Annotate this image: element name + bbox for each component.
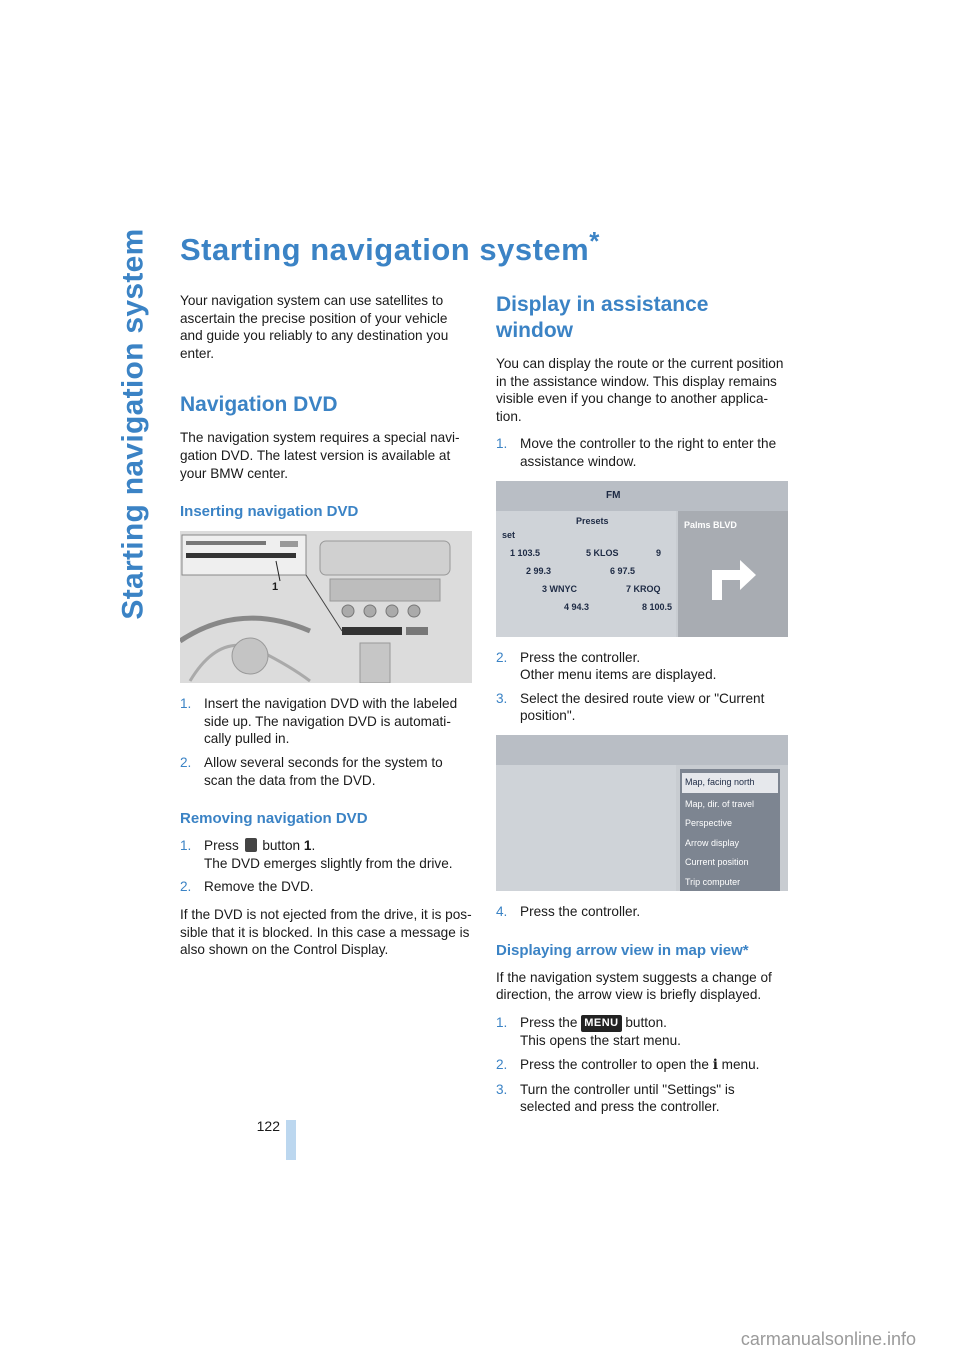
removing-note: If the DVD is not ejected from the drive, it is possible that it is blocked. In this case a message is also shown on the Control Display. [180,906,472,958]
menu-item[interactable]: Perspective [685,818,733,829]
assist-steps-a [496,435,788,470]
watermark: carmanualsonline.info [740,1329,916,1349]
step-number: 2. [180,879,192,895]
screen-tab: FM [606,489,621,501]
list-item [496,649,788,684]
step-number: 4. [496,903,508,919]
page-number: 122 [256,1118,280,1134]
screen-cell: 3 WNYC [542,583,578,594]
figure-callout: 1 [272,581,279,594]
list-item [496,1081,788,1116]
step-text: button. [625,1014,667,1030]
step-text: Select the desired route view or "Current position". [520,690,765,724]
menu-item[interactable]: Current position [685,857,749,868]
assist-steps-b [496,649,788,725]
screen-row [506,563,674,579]
nav-dvd-text: The navigation system requires a special navigation DVD. The latest version is available at your BMW center. [180,430,460,481]
menu-item[interactable]: Arrow display [685,837,740,848]
page-title-text: Starting navigation system [180,232,590,267]
screen-panel [496,511,676,637]
step-text: Allow several seconds for the system to scan the data from the DVD. [204,754,443,788]
screen-topbar [496,481,788,511]
page-title [180,226,600,268]
assistance-street-label: Palms BLVD [684,519,737,530]
step-number: 2. [496,649,508,665]
assistance-screen-figure [496,481,788,637]
inserting-heading: Inserting navigation DVD [180,503,359,521]
step-number: 1. [496,436,508,452]
step-number: 2. [496,1056,508,1072]
arrow-view-heading: Displaying arrow view in map view* [496,941,749,959]
list-item [180,695,472,748]
step-number: 3. [496,1081,508,1097]
arrow-view-steps [496,1014,788,1116]
step-text: Press the controller. [520,903,641,919]
list-item: 1. Press button 1. The DVD emerges slightly from the drive. [180,838,453,871]
assist-steps-c [496,903,788,921]
eject-button-icon [245,838,257,852]
screen-mock [496,735,788,891]
list-item [496,435,788,470]
step-text: Other menu items are displayed. [520,667,717,683]
dashboard-illustration [180,531,472,683]
intro-paragraph: Your navigation system can use satellites to ascertain the precise position of your vehicle and guide you reliably to any destination you enter. [180,293,449,361]
screen-panel [496,765,676,891]
step-number: 1. [496,1014,508,1030]
step-text: Turn the controller until "Settings" is selected and press the controller. [520,1081,735,1115]
dashboard-figure [180,531,472,683]
step-callout: 1 [303,838,312,854]
screen-cell: 8 100.5 [642,601,673,612]
screen-presets: Presets [576,515,609,526]
screen-row [506,545,674,561]
screen-cell: 5 KLOS [586,547,619,558]
screen-row [506,581,674,597]
step-text: The DVD emerges slightly from the drive. [204,855,453,871]
list-item [496,1014,788,1050]
list-item [180,878,472,896]
menu-button-icon: MENU [581,1015,621,1033]
step-text: This opens the start menu. [520,1033,681,1049]
assistance-window [678,511,788,637]
screen-set: set [502,529,516,540]
step-text: Press the controller. [520,649,641,665]
step-text: Press the [520,1014,578,1030]
step-text: Press [204,838,239,854]
step-number: 2. [180,754,192,770]
menu-item[interactable]: Trip computer [685,876,741,887]
removing-steps [180,837,472,896]
menu-item-selected[interactable]: Map, facing north [682,773,778,793]
inserting-steps [180,695,472,789]
side-tab-label: Starting navigation system [117,228,151,620]
screen-cell: 2 99.3 [526,565,552,576]
right-column [496,292,788,1126]
removing-heading: Removing navigation DVD [180,810,368,828]
step-text: button [262,838,301,854]
screen-cell: 4 94.3 [564,601,590,612]
info-icon: i [712,1056,718,1073]
assist-heading: Display in assistance window [496,293,709,342]
step-text: Move the controller to the right to enter the assistance window. [520,436,777,469]
list-item [496,690,788,725]
step-text: menu. [721,1056,760,1072]
step-text: Press the controller to open the [520,1056,709,1072]
screen-row [506,599,674,615]
screen-cell: 1 103.5 [510,547,541,558]
side-tab [112,228,156,620]
screen-cell: 6 97.5 [610,565,636,576]
list-item [180,754,472,789]
assist-text: You can display the route or the current position in the assistance window. This display remains visible even if you change to another application. [496,356,784,424]
screen-mock [496,481,788,637]
step-number: 1. [180,838,192,854]
step-text: Remove the DVD. [204,879,314,895]
menu-item[interactable]: Map, dir. of travel [685,798,755,809]
step-text: Insert the navigation DVD with the labeled side up. The navigation DVD is automatically pulled in. [204,696,458,747]
title-star: * [589,226,600,256]
turn-arrow-icon [702,545,762,605]
route-view-menu [680,769,780,891]
nav-dvd-heading: Navigation DVD [180,393,338,417]
screen-cell: 9 [656,547,662,558]
list-item [496,1056,788,1075]
screen-topbar [496,735,788,765]
list-item [496,903,788,921]
page-bar [286,1120,296,1160]
left-column [180,292,472,969]
arrow-view-text: If the navigation system suggests a change of direction, the arrow view is briefly displayed. [496,969,772,1003]
screen-cell: 7 KROQ [626,583,661,594]
route-view-screen-figure [496,735,788,891]
step-number: 3. [496,690,508,706]
step-number: 1. [180,696,192,712]
